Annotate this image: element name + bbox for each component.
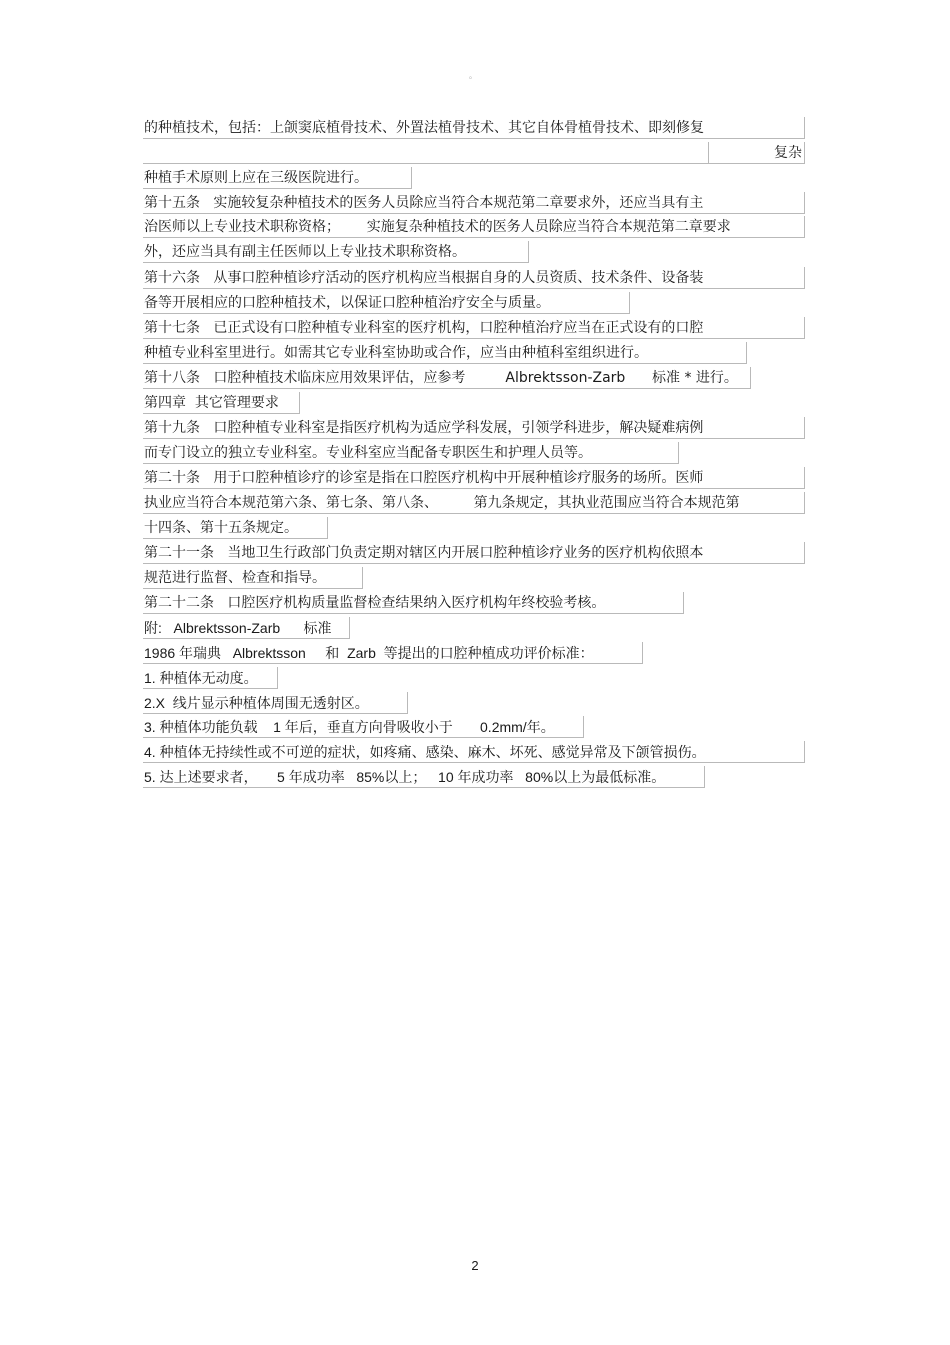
text-line: 第十九条 口腔种植专业科室是指医疗机构为适应学科发展，引领学科进步，解决疑难病例 bbox=[143, 417, 805, 439]
text-line: 十四条、第十五条规定。 bbox=[143, 517, 328, 539]
text-line-end: 复杂 bbox=[708, 142, 804, 164]
text-line: 种植手术原则上应在三级医院进行。 bbox=[143, 167, 412, 189]
text-line: 第二十一条 当地卫生行政部门负责定期对辖区内开展口腔种植诊疗业务的医疗机构依照本 bbox=[143, 542, 805, 564]
text-line: 5. 达上述要求者， 5 年成功率 85%以上； 10 年成功率 80%以上为最低标准。 bbox=[143, 766, 705, 788]
text-line: 4. 种植体无持续性或不可逆的症状，如疼痛、感染、麻木、坏死、感觉异常及下颌管损伤。 bbox=[143, 741, 805, 763]
page-number: 2 bbox=[471, 1258, 479, 1273]
text-line: 种植专业科室里进行。如需其它专业科室协助或合作，应当由种植科室组织进行。 bbox=[143, 342, 747, 364]
text-line: 规范进行监督、检查和指导。 bbox=[143, 567, 363, 589]
text-line bbox=[143, 142, 805, 164]
text-line: 第十八条 口腔种植技术临床应用效果评估，应参考 Albrektsson-Zarb 标准 * 进行。 bbox=[143, 367, 751, 389]
text-line: 2.X 线片显示种植体周围无透射区。 bbox=[143, 692, 408, 714]
text-line: 附: Albrektsson-Zarb 标准 bbox=[143, 617, 350, 639]
text-line: 3. 种植体功能负载 1 年后，垂直方向骨吸收小于 0.2mm/年。 bbox=[143, 716, 584, 738]
text-line: 执业应当符合本规范第六条、第七条、第八条、 第九条规定，其执业范围应当符合本规范第 bbox=[143, 492, 805, 514]
text-line: 第二十条 用于口腔种植诊疗的诊室是指在口腔医疗机构中开展种植诊疗服务的场所。医师 bbox=[143, 467, 805, 489]
text-line: 而专门设立的独立专业科室。专业科室应当配备专职医生和护理人员等。 bbox=[143, 442, 679, 464]
text-line: 第四章 其它管理要求 bbox=[143, 392, 300, 414]
text-line: 外，还应当具有副主任医师以上专业技术职称资格。 bbox=[143, 241, 529, 263]
text-line: 备等开展相应的口腔种植技术，以保证口腔种植治疗安全与质量。 bbox=[143, 292, 630, 314]
text-line: 1. 种植体无动度。 bbox=[143, 667, 278, 689]
text-line: 第十七条 已正式设有口腔种植专业科室的医疗机构，口腔种植治疗应当在正式设有的口腔 bbox=[143, 317, 805, 339]
text-line: 的种植技术，包括：上颌窦底植骨技术、外置法植骨技术、其它自体骨植骨技术、即刻修复 bbox=[143, 117, 805, 139]
header-mark: 。 bbox=[469, 71, 477, 80]
text-line: 第十六条 从事口腔种植诊疗活动的医疗机构应当根据自身的人员资质、技术条件、设备装 bbox=[143, 267, 805, 289]
text-line: 第十五条 实施较复杂种植技术的医务人员除应当符合本规范第二章要求外，还应当具有主 bbox=[143, 192, 805, 214]
text-line: 1986 年瑞典 Albrektsson 和 Zarb 等提出的口腔种植成功评价标准： bbox=[143, 642, 643, 664]
text-line: 第二十二条 口腔医疗机构质量监督检查结果纳入医疗机构年终校验考核。 bbox=[143, 592, 684, 614]
text-line: 治医师以上专业技术职称资格； 实施复杂种植技术的医务人员除应当符合本规范第二章要求 bbox=[143, 216, 805, 238]
